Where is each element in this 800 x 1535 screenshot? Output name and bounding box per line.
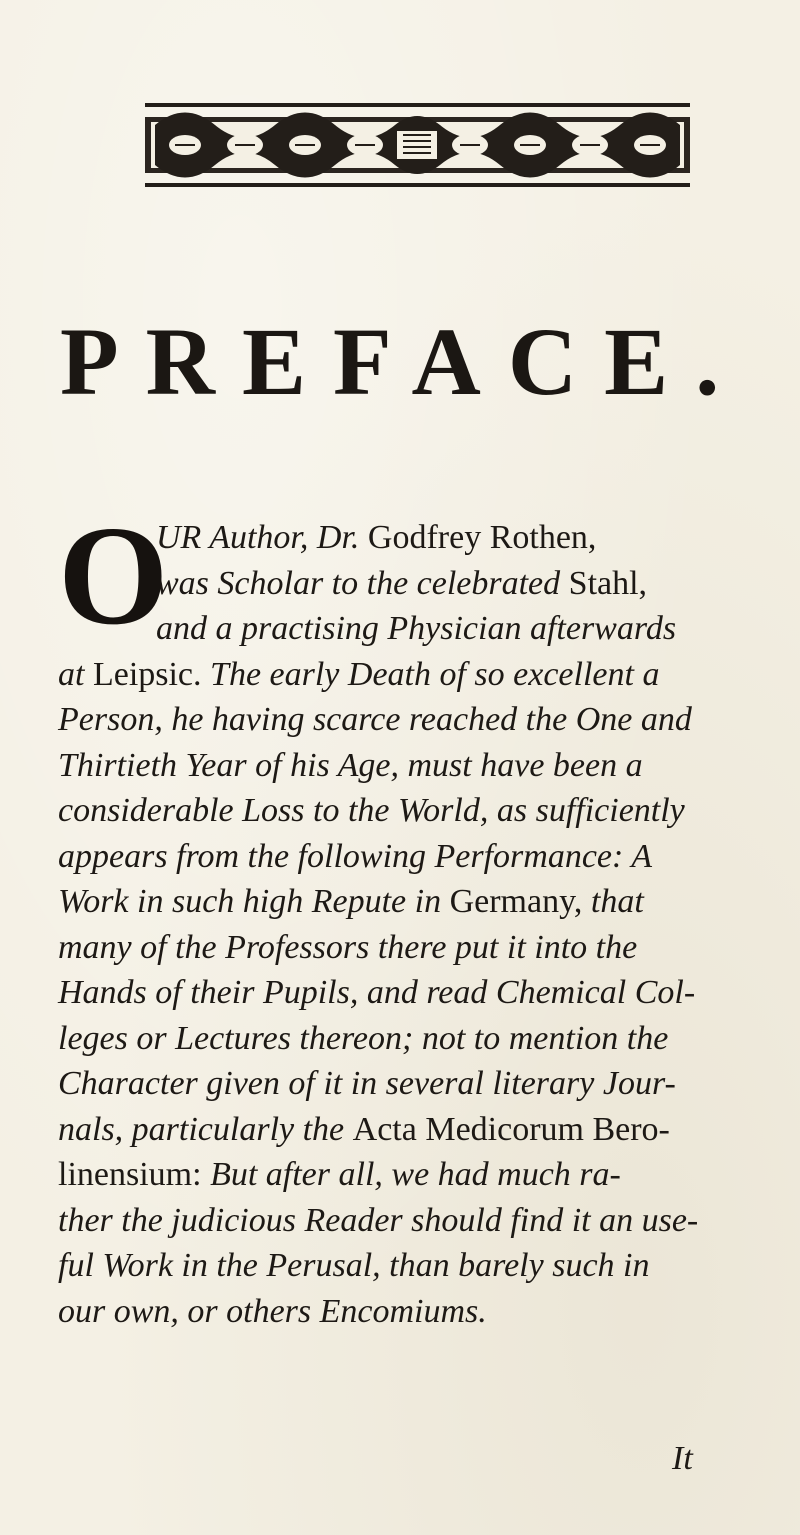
text-line-2: was Scholar to the celebrated Stahl, bbox=[156, 564, 648, 602]
text-line-14: nals, particularly the Acta Medicorum Bero- bbox=[58, 1110, 670, 1148]
ornamental-headpiece bbox=[145, 95, 690, 195]
text-line-3: and a practising Physician afterwards bbox=[156, 610, 677, 647]
text-line-9: Work in such high Repute in Germany, that bbox=[58, 883, 644, 920]
preface-paragraph bbox=[58, 496, 748, 1334]
drop-cap: O bbox=[58, 496, 169, 654]
text-line-13: Character given of it in several literary Jour- bbox=[58, 1065, 676, 1102]
text-line-15: linensium: But after all, we had much ra- bbox=[58, 1156, 621, 1193]
page-title: PREFACE. bbox=[60, 308, 747, 415]
text-line-4: at Leipsic. The early Death of so excellent a bbox=[58, 655, 660, 693]
drop-cap-box bbox=[58, 496, 169, 654]
text-line-6: Thirtieth Year of his Age, must have been a bbox=[58, 746, 643, 784]
text-line-12: leges or Lectures thereon; not to mention the bbox=[58, 1019, 669, 1057]
text-line-11: Hands of their Pupils, and read Chemical Col- bbox=[58, 974, 696, 1011]
text-line-10: many of the Professors there put it into the bbox=[58, 928, 638, 966]
catchword: It bbox=[672, 1440, 693, 1477]
text-line-1: UR Author, Dr. Godfrey Rothen, bbox=[156, 519, 597, 556]
ornamental-headpiece-graphic bbox=[145, 95, 690, 195]
text-line-16: ther the judicious Reader should find it an use- bbox=[58, 1201, 699, 1239]
text-line-5: Person, he having scarce reached the One and bbox=[58, 701, 692, 738]
text-line-17: ful Work in the Perusal, than barely such in bbox=[58, 1247, 650, 1284]
text-line-8: appears from the following Performance: A bbox=[58, 837, 653, 875]
text-line-18: our own, or others Encomiums. bbox=[58, 1292, 487, 1330]
text-line-7: considerable Loss to the World, as sufficiently bbox=[58, 792, 685, 829]
